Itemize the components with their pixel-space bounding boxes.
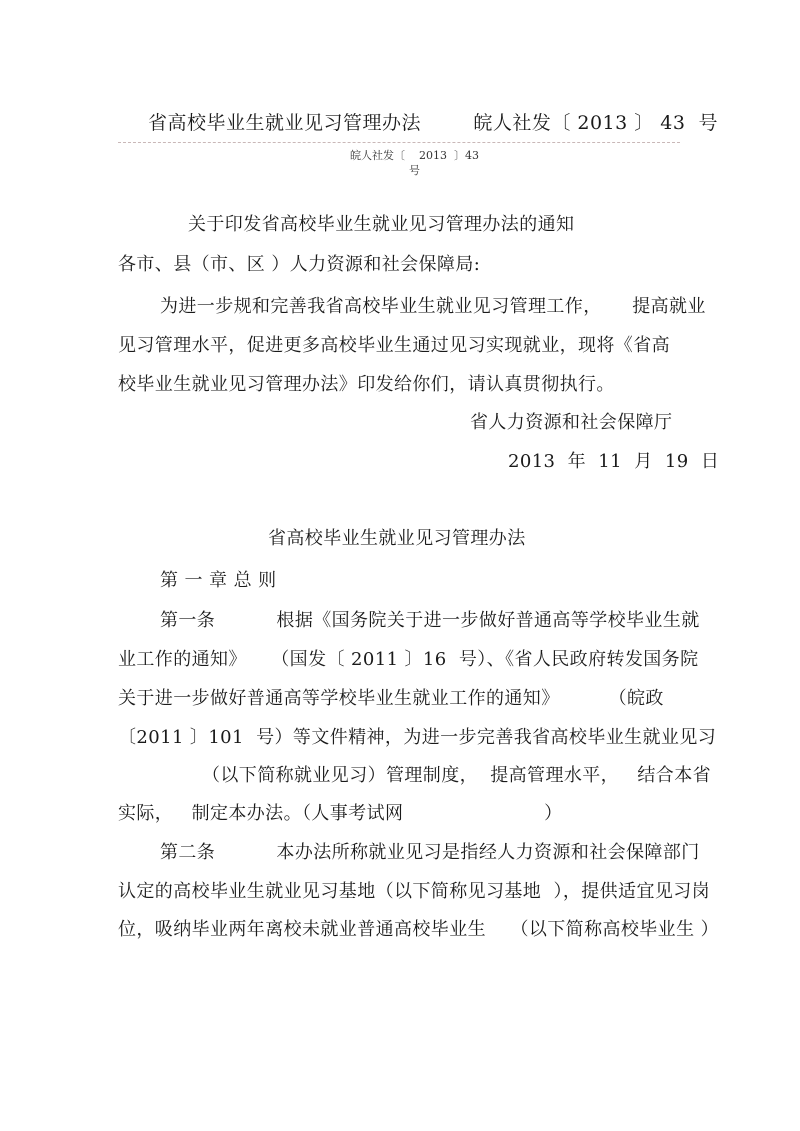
- notice-body-line: 为进一步规和完善我省高校毕业生就业见习管理工作， 提高就业: [160, 296, 706, 317]
- document-reference-number: 皖人社发〔 2013 〕43: [350, 149, 479, 162]
- article-1-line: 实际， 制定本办法。（人事考试网 ）: [118, 803, 563, 824]
- article-1-line: 第一条 根据《国务院关于进一步做好普通高等学校毕业生就: [160, 610, 700, 631]
- notice-body-line: 见习管理水平，促进更多高校毕业生通过见习实现就业，现将《省高: [118, 335, 670, 356]
- notice-body-line: 校毕业生就业见习管理办法》印发给你们，请认真贯彻执行。: [118, 374, 615, 395]
- article-1-line: 业工作的通知》 （国发〔 2011 〕16 号）、《省人民政府转发国务院: [118, 649, 699, 670]
- chapter-heading: 第 一 章 总 则: [160, 570, 277, 591]
- document-header-title: 省高校毕业生就业见习管理办法 皖人社发〔 2013 〕 43 号: [148, 112, 719, 134]
- notice-date: 2013 年 11 月 19 日: [508, 451, 720, 472]
- document-reference-number-suffix: 号: [409, 164, 420, 177]
- article-2-line: 第二条 本办法所称就业见习是指经人力资源和社会保障部门: [160, 842, 700, 863]
- notice-recipient: 各市、县（市、区 ）人力资源和社会保障局:: [118, 254, 481, 275]
- article-1-line: 关于进一步做好普通高等学校毕业生就业工作的通知》 （皖政: [118, 688, 664, 709]
- notice-title: 关于印发省高校毕业生就业见习管理办法的通知: [188, 214, 575, 235]
- article-1-line: 〔2011 〕101 号）等文件精神，为进一步完善我省高校毕业生就业见习: [118, 727, 717, 748]
- notice-signature: 省人力资源和社会保障厅: [470, 412, 673, 433]
- article-2-line: 位，吸纳毕业两年离校未就业普通高校毕业生 （以下简称高校毕业生 ）: [118, 919, 720, 940]
- measures-title: 省高校毕业生就业见习管理办法: [268, 528, 526, 549]
- article-2-line: 认定的高校毕业生就业见习基地（以下简称见习基地 ），提供适宜见习岗: [118, 881, 711, 902]
- article-1-line: （以下简称就业见习）管理制度， 提高管理水平， 结合本省: [202, 765, 712, 786]
- header-divider: [118, 142, 680, 143]
